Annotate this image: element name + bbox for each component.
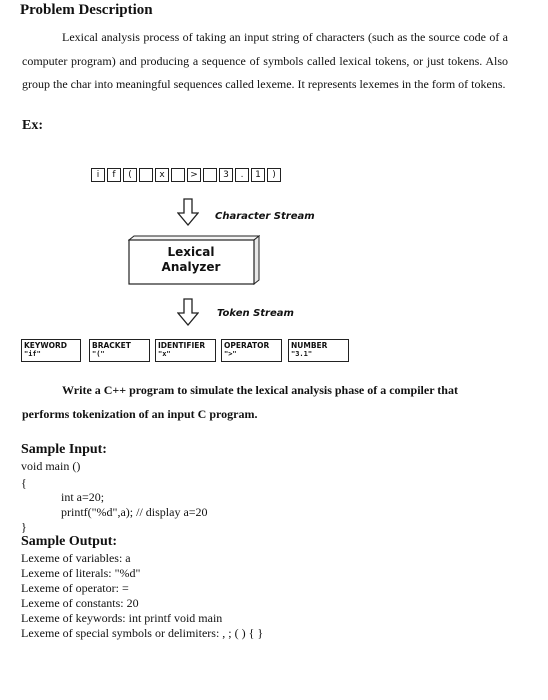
token-box <box>155 339 216 362</box>
sample-output-heading: Sample Output: <box>21 534 118 549</box>
token-box <box>21 339 81 362</box>
section-title: Problem Description <box>20 2 153 18</box>
token-box <box>288 339 349 362</box>
token-value: ">" <box>224 350 237 358</box>
sample-input-heading: Sample Input: <box>21 442 107 457</box>
token-type: KEYWORD <box>24 341 68 350</box>
output-line: Lexeme of special symbols or delimiters: , ; ( ) { } <box>21 626 264 640</box>
token-stream-label: Token Stream <box>217 308 294 319</box>
char-cell <box>139 168 153 182</box>
code-line: void main () <box>21 459 81 473</box>
intro-text: Lexical analysis process of taking an input string of characters (such as the source code of a computer program) and producing a sequence of symbols called lexical tokens, or just tokens. Also group the char into meaningful sequences called lexeme. It represents lexemes in the form of tokens. <box>22 30 508 91</box>
char-cell: ( <box>123 168 137 182</box>
analyzer-line-1: Lexical <box>167 245 215 259</box>
intro-paragraph <box>22 26 508 97</box>
code-line: } <box>21 520 27 534</box>
analyzer-line-2: Analyzer <box>161 260 221 274</box>
char-cell: 3 <box>219 168 233 182</box>
token-value: "x" <box>158 350 171 358</box>
token-box <box>89 339 150 362</box>
char-cell: 1 <box>251 168 265 182</box>
task-question <box>22 378 508 426</box>
token-type: NUMBER <box>291 341 328 350</box>
down-arrow-icon <box>177 198 199 226</box>
example-label: Ex: <box>22 118 43 133</box>
char-cell: x <box>155 168 169 182</box>
code-line: { <box>21 476 27 490</box>
output-line: Lexeme of literals: "%d" <box>21 566 141 580</box>
question-text: Write a C++ program to simulate the lexical analysis phase of a compiler that performs tokenization of an input C program. <box>22 383 458 421</box>
character-stream-label: Character Stream <box>215 211 315 222</box>
token-value: "if" <box>24 350 41 358</box>
char-cell: f <box>107 168 121 182</box>
token-type: BRACKET <box>92 341 131 350</box>
token-value: "(" <box>92 350 105 358</box>
character-stream <box>91 168 281 182</box>
output-line: Lexeme of variables: a <box>21 551 131 565</box>
token-type: IDENTIFIER <box>158 341 206 350</box>
code-line: int a=20; <box>61 490 105 504</box>
output-line: Lexeme of keywords: int printf void main <box>21 611 223 625</box>
char-cell: . <box>235 168 249 182</box>
char-cell: > <box>187 168 201 182</box>
token-type: OPERATOR <box>224 341 270 350</box>
output-line: Lexeme of operator: = <box>21 581 129 595</box>
lexical-analyzer-label <box>128 245 254 275</box>
down-arrow-icon <box>177 298 199 326</box>
char-cell <box>203 168 217 182</box>
char-cell: i <box>91 168 105 182</box>
output-line: Lexeme of constants: 20 <box>21 596 139 610</box>
char-cell: ) <box>267 168 281 182</box>
token-value: "3.1" <box>291 350 313 358</box>
char-cell <box>171 168 185 182</box>
code-line: printf("%d",a); // display a=20 <box>61 505 208 519</box>
token-box <box>221 339 282 362</box>
